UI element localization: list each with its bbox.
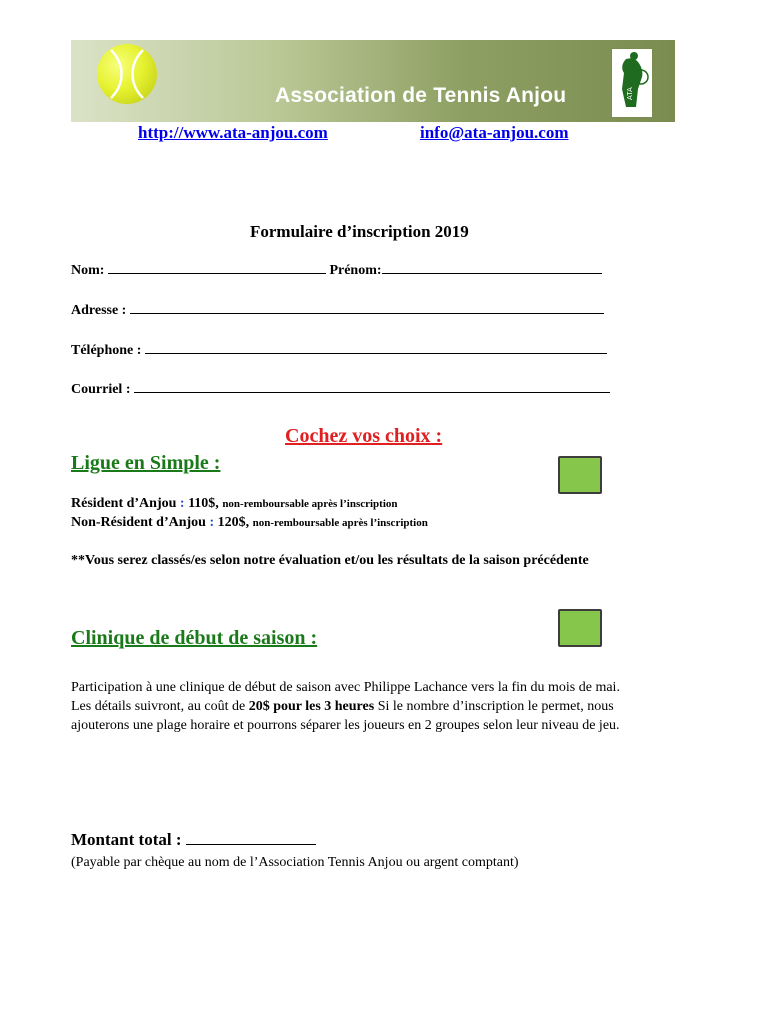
- ata-logo-icon: [611, 48, 653, 118]
- clinique-p1: Participation à une clinique de début de saison avec Philippe Lachance vers la fin du mois de mai.: [71, 680, 620, 695]
- nonresident-label: Non-Résident d’Anjou: [71, 515, 206, 530]
- nom-field[interactable]: [71, 263, 602, 279]
- nonresident-price: 120$,: [217, 515, 250, 530]
- nonresident-line: [71, 515, 428, 531]
- prenom-input-line[interactable]: [382, 273, 602, 274]
- telephone-label: Téléphone :: [71, 343, 142, 358]
- clinique-p3: ajouterons une plage horaire et pourrons séparer les joueurs en 2 groupes selon leur niveau de jeu.: [71, 718, 620, 733]
- nom-label: Nom:: [71, 263, 105, 278]
- clinique-p2c: Si le nombre d’inscription le permet, nous: [374, 699, 614, 714]
- nom-input-line[interactable]: [108, 273, 326, 274]
- resident-line: [71, 496, 398, 512]
- courriel-input-line[interactable]: [134, 392, 610, 393]
- clinique-p2: [71, 697, 671, 716]
- clinique-p2a: Les détails suivront, au coût de: [71, 699, 249, 714]
- total-field[interactable]: [71, 830, 316, 850]
- telephone-field[interactable]: [71, 343, 607, 359]
- classification-note: **Vous serez classés/es selon notre évaluation et/ou les résultats de la saison précédente: [71, 553, 589, 568]
- courriel-label: Courriel :: [71, 382, 131, 397]
- form-title: Formulaire d’inscription 2019: [250, 222, 469, 241]
- logo-text: ATA: [626, 87, 634, 100]
- nonresident-colon: :: [209, 515, 215, 530]
- choices-heading: Cochez vos choix :: [285, 425, 443, 447]
- resident-label: Résident d’Anjou: [71, 496, 177, 511]
- nonresident-note: non-remboursable après l’inscription: [252, 517, 428, 529]
- clinique-heading: Clinique de début de saison :: [71, 627, 318, 649]
- tennis-ball-icon: [97, 44, 157, 104]
- adresse-label: Adresse :: [71, 303, 127, 318]
- ligue-heading: Ligue en Simple :: [71, 452, 221, 474]
- website-link[interactable]: http://www.ata-anjou.com: [138, 123, 328, 142]
- adresse-field[interactable]: [71, 303, 604, 319]
- header-banner: [71, 40, 675, 122]
- email-link[interactable]: info@ata-anjou.com: [420, 123, 569, 142]
- telephone-input-line[interactable]: [145, 353, 607, 354]
- prenom-label: Prénom:: [329, 263, 382, 278]
- courriel-field[interactable]: [71, 382, 610, 398]
- clinique-price: 20$ pour les 3 heures: [248, 699, 375, 714]
- clinique-checkbox[interactable]: [558, 609, 602, 647]
- total-input-line[interactable]: [186, 844, 316, 845]
- org-name: Association de Tennis Anjou: [275, 84, 567, 107]
- resident-price: 110$,: [188, 496, 219, 511]
- resident-colon: :: [179, 496, 185, 511]
- total-label: Montant total :: [71, 830, 182, 849]
- adresse-input-line[interactable]: [130, 313, 604, 314]
- clinique-description: [71, 678, 671, 735]
- ligue-checkbox[interactable]: [558, 456, 602, 494]
- resident-note: non-remboursable après l’inscription: [222, 498, 398, 510]
- payment-note: (Payable par chèque au nom de l’Association Tennis Anjou ou argent comptant): [71, 855, 519, 870]
